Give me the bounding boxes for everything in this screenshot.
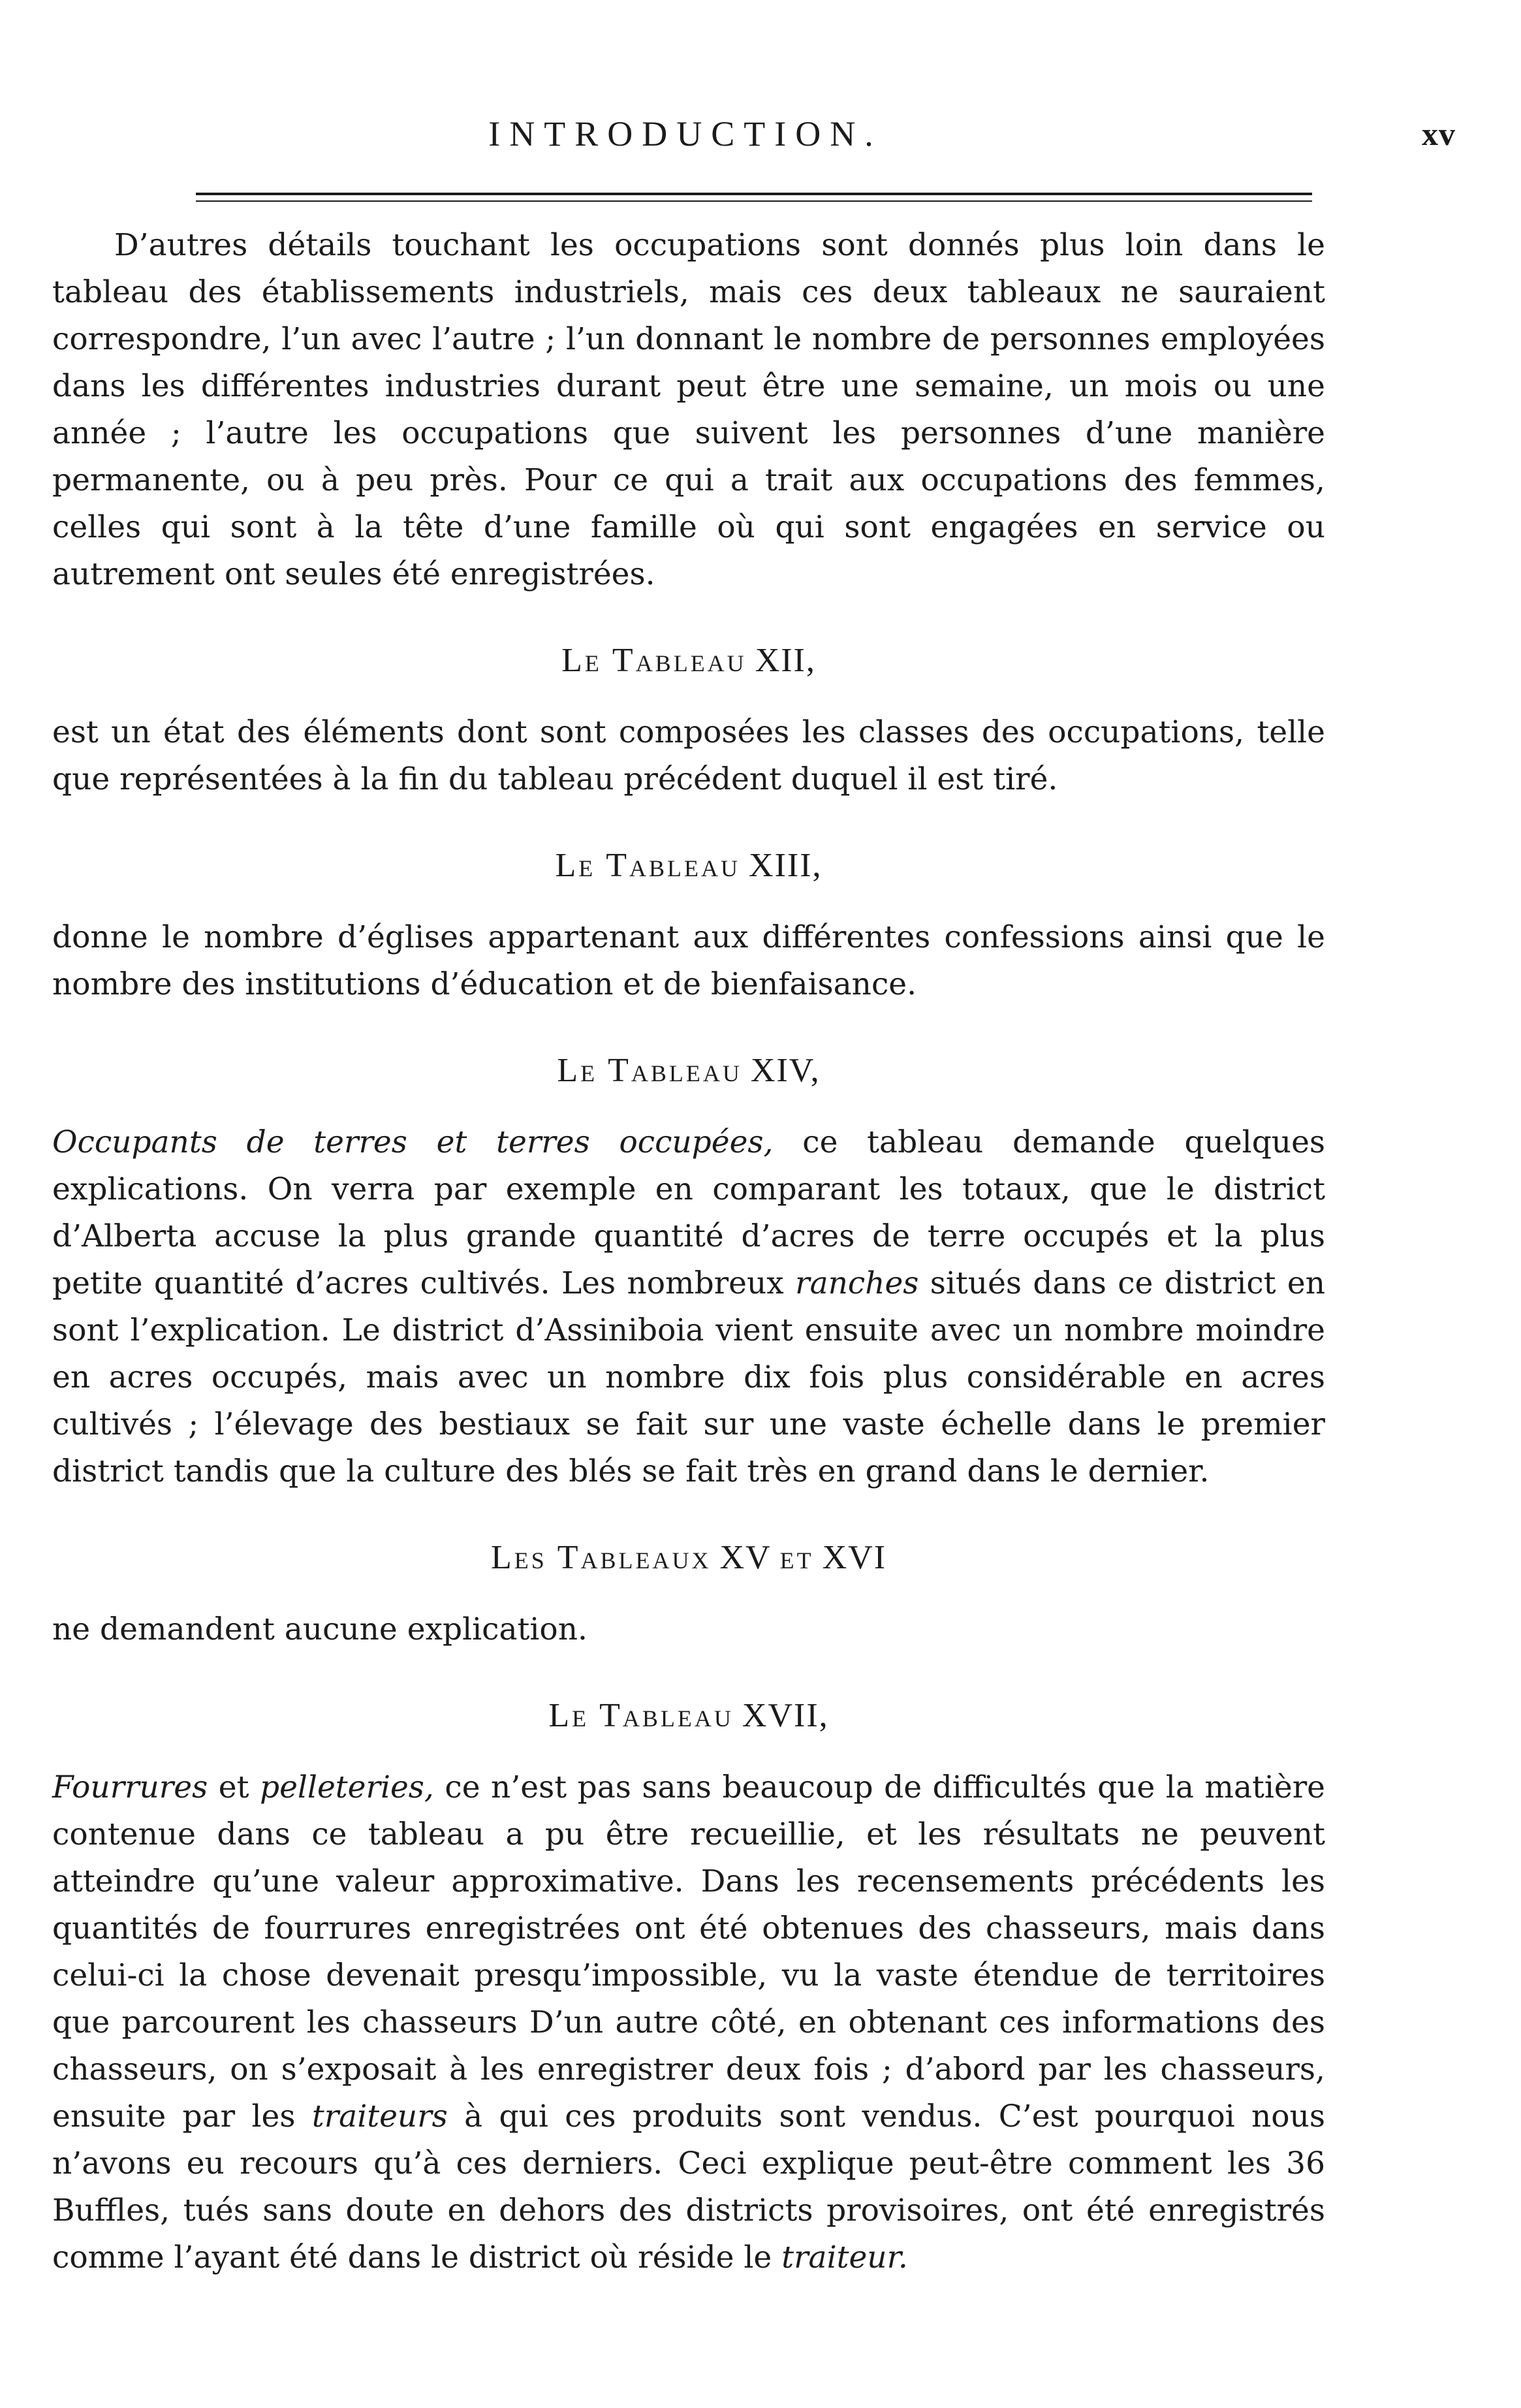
section-heading-tableau-xiii <box>52 842 1325 889</box>
italic-lead: pelleteries, <box>260 1769 434 1805</box>
tableau-xii-paragraph: est un état des éléments dont sont composées les classes des occupations, telle que représentées à la fin du tableau précédent duquel il est tiré. <box>52 714 1325 797</box>
heading-prefix: Le Tableau <box>561 642 747 679</box>
heading-prefix: Les Tableaux <box>490 1539 712 1576</box>
section-heading-tableau-xii <box>52 637 1325 684</box>
tableau-xvii-paragraph <box>52 1764 1325 2281</box>
italic-word: traiteurs <box>311 2099 448 2134</box>
heading-number: XV <box>719 1539 772 1576</box>
tableau-xiv-paragraph <box>52 1119 1325 1495</box>
heading-prefix: Le Tableau <box>548 1697 734 1734</box>
heading-number: XII, <box>755 642 816 679</box>
running-title: INTRODUCTION. <box>488 114 883 153</box>
italic-word: traiteur. <box>781 2240 908 2275</box>
paragraph-text: et <box>208 1769 260 1805</box>
paragraph-text: ce tableau demande quelques explications. On verra par exemple en comparant les totaux, que le district d’Alberta accuse la plus grande quantité d’acres de terre occupés et la plus petite quantité d’acres cultivés. Les nombreux <box>52 1124 1326 1301</box>
paragraph-text: situés dans ce district en sont l’explication. Le district d’Assiniboia vient ensuite avec un nombre moindre en acres occupés, mais avec un nombre dix fois plus considérable en acres cultivés ; l’élevage des bestiaux se fait sur une vaste échelle dans le premier district tandis que la culture des blés se fait très en grand dans le dernier. <box>52 1265 1325 1489</box>
heading-prefix: Le Tableau <box>555 847 741 884</box>
italic-lead: Occupants de terres et terres occupées, <box>52 1124 774 1160</box>
page-header <box>52 111 1456 157</box>
paragraph-text: ce n’est pas sans beaucoup de difficultés que la matière contenue dans ce tableau a pu être recueillie, et les résultats ne peuvent atteindre qu’une valeur approximative. Dans les recensements précédents les quantités de fourrures enregistrées ont été obtenues des chasseurs, mais dans celui-ci la chose devenait presqu’impossible, vu la vaste étendue de territoires que parcourent les chasseurs D’un autre côté, en obtenant ces informations des chasseurs, on s’exposait à les enregistrer deux fois ; d’abord par les chasseurs, ensuite par les <box>52 1769 1325 2134</box>
heading-number: XVI <box>822 1539 887 1576</box>
heading-number: XIV, <box>750 1052 821 1089</box>
section-heading-tableaux-xv-xvi <box>52 1534 1325 1581</box>
header-rule-thick <box>196 193 1312 195</box>
tableau-xiii-paragraph: donne le nombre d’églises appartenant aux différentes confessions ainsi que le nombre des institutions d’éducation et de bienfaisance. <box>52 919 1325 1002</box>
heading-join: et <box>779 1539 814 1576</box>
heading-number: XVII, <box>742 1697 829 1734</box>
section-heading-tableau-xiv <box>52 1047 1325 1094</box>
header-rule-thin <box>196 200 1312 202</box>
paragraph-text: à qui ces produits sont vendus. C’est pourquoi nous n’avons eu recours qu’à ces derniers. Ceci explique peut-être comment les 36 Buffles, tués sans doute en dehors des districts provisoires, ont été enregistrés comme l’ayant été dans le district où réside le <box>52 2099 1325 2275</box>
heading-number: XIII, <box>749 847 823 884</box>
tableaux-xv-xvi-paragraph: ne demandent aucune explication. <box>52 1611 588 1647</box>
heading-prefix: Le Tableau <box>557 1052 742 1089</box>
section-heading-tableau-xvii <box>52 1692 1325 1739</box>
page-body <box>52 222 1325 2281</box>
italic-lead: Fourrures <box>52 1769 208 1805</box>
page-number: xv <box>1422 116 1456 152</box>
italic-word: ranches <box>795 1265 919 1301</box>
intro-paragraph: D’autres détails touchant les occupations sont donnés plus loin dans le tableau des établissements industriels, mais ces deux tableaux ne sauraient correspondre, l’un avec l’autre ; l’un donnant le nombre de personnes employées dans les différentes industries durant peut être une semaine, un mois ou une année ; l’autre les occupations que suivent les personnes d’une manière permanente, ou à peu près. Pour ce qui a trait aux occupations des femmes, celles qui sont à la tête d’une famille où qui sont engagées en service ou autrement ont seules été enregistrées. <box>52 227 1325 592</box>
